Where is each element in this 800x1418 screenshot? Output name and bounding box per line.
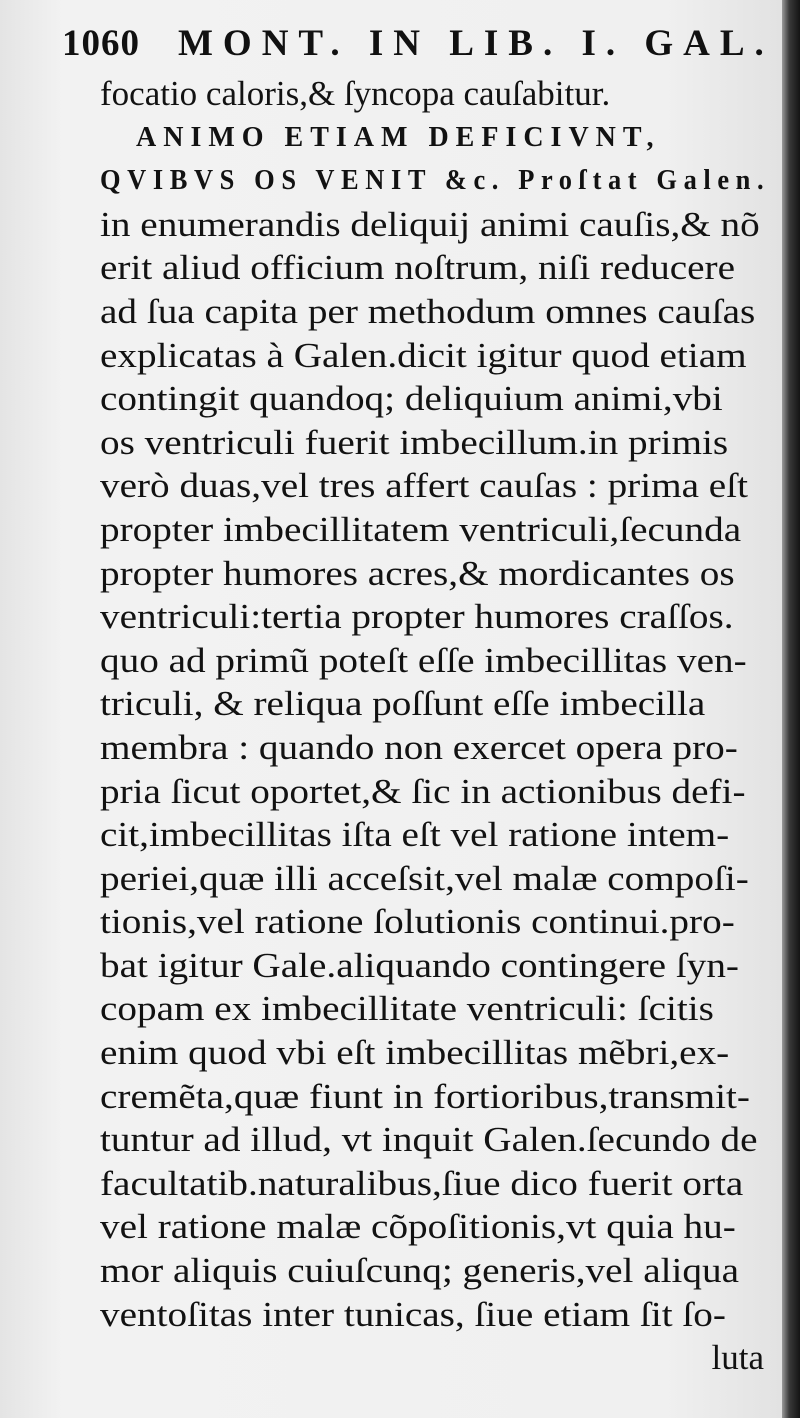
text-line: bat igitur Gale.aliquando contingere ſyn-	[100, 945, 739, 985]
text-line: mor aliquis cuiuſcunq; generis,vel aliqua	[100, 1251, 740, 1291]
text-line: os ventriculi fuerit imbecillum.in primis	[100, 422, 729, 462]
text-line: in enumerandis deliquij animi cauſis,& nõ	[100, 204, 760, 244]
text-line: propter imbecillitatem ventriculi,ſecunda	[100, 509, 742, 549]
catchword: luta	[711, 1338, 764, 1378]
page-number: 1060	[62, 23, 140, 64]
text-line: triculi, & reliqua poſſunt eſſe imbecilla	[100, 684, 706, 724]
text-line: ventoſitas inter tunicas, ſiue etiam ſit ſo-	[100, 1294, 726, 1334]
text-line: periei,quæ illi acceſsit,vel malæ compoſi-	[100, 858, 749, 898]
text-line: ANIMO ETIAM DEFICIVNT,	[136, 121, 661, 153]
text-line: enim quod vbi eſt imbecillitas mẽbri,ex-	[100, 1033, 730, 1073]
book-gutter-shadow	[782, 0, 800, 1418]
text-line: tionis,vel ratione ſolutionis continui.pro-	[100, 902, 735, 942]
text-line: propter humores acres,& mordicantes os	[100, 553, 735, 593]
text-line: cit,imbecillitas iſta eſt vel ratione intem-	[100, 815, 730, 855]
text-line: facultatib.naturalibus,ſiue dico fuerit orta	[100, 1163, 744, 1203]
text-line: quo ad primũ poteſt eſſe imbecillitas ven-	[100, 640, 747, 680]
text-line: ventriculi:tertia propter humores craſſos.	[100, 597, 734, 637]
running-title: MONT. IN LIB. I. GAL.	[178, 23, 774, 64]
text-line: QVIBVS OS VENIT &c. Proſtat Galen.	[100, 165, 771, 197]
text-line: erit aliud officium noſtrum, niſi reducere	[100, 248, 736, 288]
text-line: ad ſua capita per methodum omnes cauſas	[100, 291, 756, 331]
text-line: tuntur ad illud, vt inquit Galen.ſecundo de	[100, 1120, 758, 1160]
body-text	[100, 72, 770, 1380]
text-line: contingit quandoq; deliquium animi,vbi	[100, 379, 723, 419]
text-line: verò duas,vel tres affert cauſas : prima eſt	[100, 466, 748, 506]
text-line: cremẽta,quæ fiunt in fortioribus,transmit-	[100, 1076, 750, 1116]
running-header	[62, 22, 774, 72]
text-line: copam ex imbecillitate ventriculi: ſcitis	[100, 989, 714, 1029]
text-line: pria ſicut oportet,& ſic in actionibus defi-	[100, 771, 746, 811]
text-line: focatio caloris,& ſyncopa cauſabitur.	[100, 74, 611, 113]
text-line: membra : quando non exercet opera pro-	[100, 727, 738, 767]
text-line: vel ratione malæ cõpoſitionis,vt quia hu-	[100, 1207, 736, 1247]
text-line: explicatas à Galen.dicit igitur quod etiam	[100, 335, 747, 375]
